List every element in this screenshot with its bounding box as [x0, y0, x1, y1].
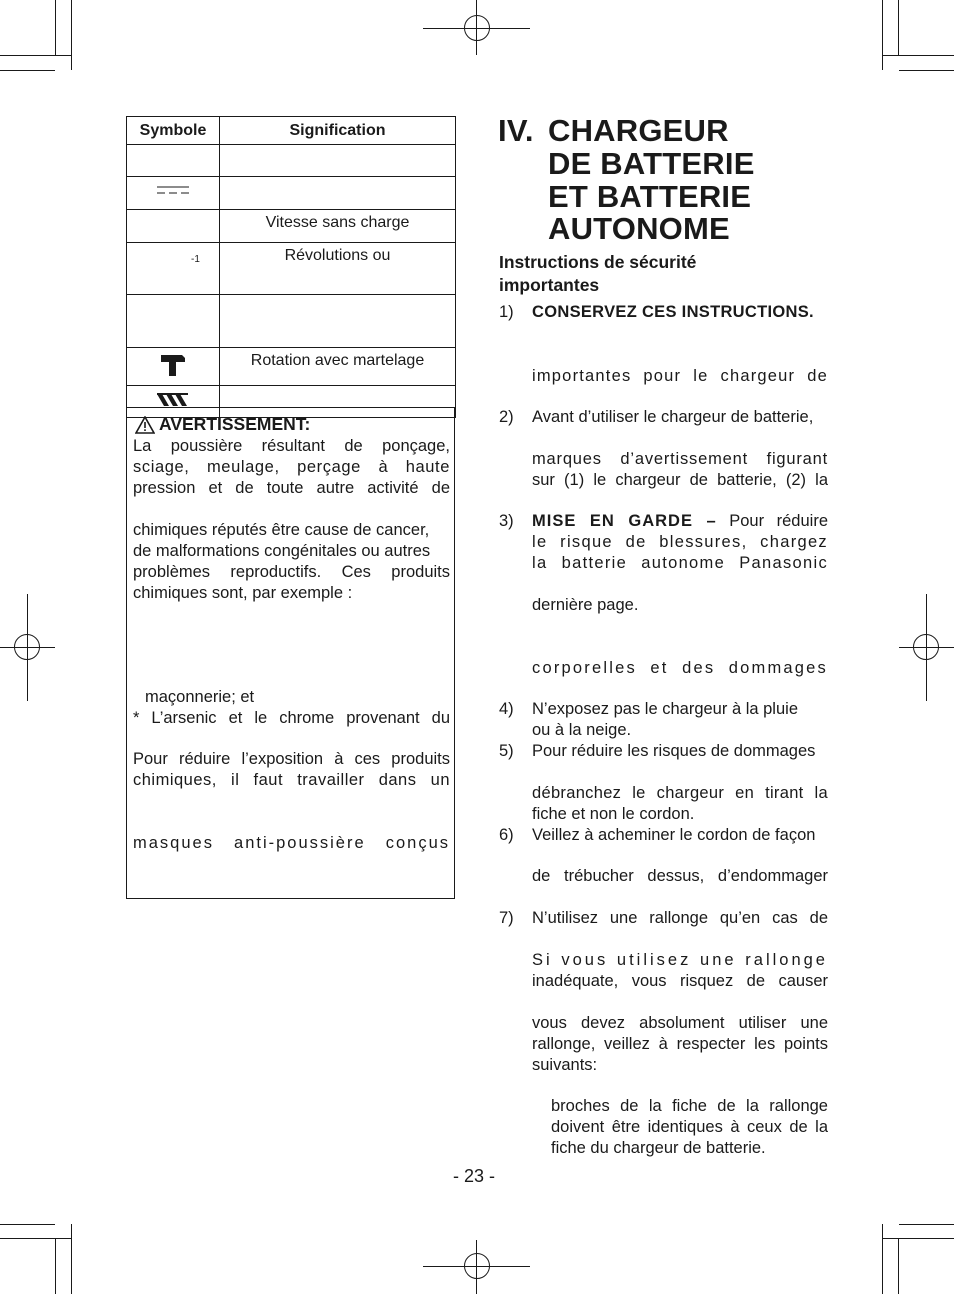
- item-number: 3): [499, 512, 514, 530]
- meaning-revolutions: Révolutions ou: [220, 243, 456, 295]
- warning-line: * L’arsenic et le chrome provenant du: [133, 709, 450, 727]
- item-line: sur (1) le chargeur de batterie, (2) la: [532, 471, 828, 489]
- table-row: [127, 243, 456, 295]
- caution-label: MISE EN GARDE –: [532, 512, 717, 530]
- warning-line: Pour réduire l’exposition à ces produits: [133, 750, 450, 768]
- dc-current-icon: [156, 185, 190, 195]
- table-row: [127, 145, 456, 177]
- warning-title: AVERTISSEMENT:: [159, 414, 311, 434]
- per-minute-superscript: -1: [191, 254, 200, 265]
- item-line: fiche du chargeur de batterie.: [551, 1139, 766, 1157]
- item-line: la batterie autonome Panasonic: [532, 554, 828, 572]
- warning-header: [135, 414, 310, 435]
- table-row: [127, 177, 456, 210]
- meaning-hammer-rotation: Rotation avec martelage: [220, 348, 456, 386]
- section-title-line: AUTONOME: [548, 211, 730, 246]
- item-line: vous devez absolument utiliser une: [532, 1014, 828, 1032]
- item-line: CONSERVEZ CES INSTRUCTIONS.: [532, 303, 814, 321]
- item-line: Veillez à acheminer le cordon de façon: [532, 826, 816, 844]
- item-line: dernière page.: [532, 596, 639, 614]
- item-line: inadéquate, vous risquez de causer: [532, 972, 828, 990]
- item-number: 4): [499, 700, 514, 718]
- item-line: le risque de blessures, chargez: [532, 533, 828, 551]
- item-number: 1): [499, 303, 514, 321]
- table-row: [127, 210, 456, 243]
- warning-box: [126, 407, 455, 899]
- table-row: [127, 295, 456, 348]
- screw-thread-icon: [157, 392, 189, 408]
- item-line: corporelles et des dommages: [532, 659, 828, 677]
- section-title-line: CHARGEUR: [548, 113, 729, 148]
- table-header-meaning: Signification: [220, 117, 456, 145]
- warning-line: maçonnerie; et: [145, 688, 255, 706]
- subheading-line: Instructions de sécurité: [499, 252, 697, 272]
- hammer-icon: [160, 353, 186, 377]
- section-title-line: ET BATTERIE: [548, 179, 752, 214]
- table-row: [127, 348, 456, 386]
- item-line: fiche et non le cordon.: [532, 805, 695, 823]
- warning-line: problèmes reproductifs. Ces produits: [133, 563, 450, 581]
- table-header-symbol: Symbole: [127, 117, 220, 145]
- item-line: marques d’avertissement figurant: [532, 450, 828, 468]
- warning-triangle-icon: [135, 416, 155, 434]
- item-line: Pour réduire les risques de dommages: [532, 742, 816, 760]
- section-number: IV.: [498, 113, 534, 148]
- item-line: importantes pour le chargeur de: [532, 367, 828, 385]
- warning-line: La poussière résultant de ponçage,: [133, 437, 450, 455]
- item-number: 5): [499, 742, 514, 760]
- meaning-no-load-speed: Vitesse sans charge: [220, 210, 456, 243]
- item-line: MISE EN GARDE – Pour réduire: [532, 512, 828, 530]
- item-line: suivants:: [532, 1056, 598, 1074]
- warning-line: de malformations congénitales ou autres: [133, 542, 431, 560]
- warning-line: masques anti-poussière conçus: [133, 834, 450, 852]
- item-number: 7): [499, 909, 514, 927]
- warning-line: sciage, meulage, perçage à haute: [133, 458, 450, 476]
- item-line: ou à la neige.: [532, 721, 632, 739]
- page-number: - 23 -: [453, 1166, 496, 1186]
- item-line: N’exposez pas le chargeur à la pluie: [532, 700, 798, 718]
- item-line: de trébucher dessus, d’endommager: [532, 867, 828, 885]
- item-line: Avant d’utiliser le chargeur de batterie,: [532, 408, 814, 426]
- subheading-line: importantes: [499, 275, 600, 295]
- warning-line: chimiques sont, par exemple :: [133, 584, 353, 602]
- item-line: doivent être identiques à ceux de la: [551, 1118, 828, 1136]
- item-line: rallonge, veillez à respecter les points: [532, 1035, 828, 1053]
- symbol-table: [126, 116, 456, 418]
- item-line: broches de la fiche de la rallonge: [551, 1097, 828, 1115]
- warning-line: chimiques réputés être cause de cancer,: [133, 521, 430, 539]
- item-number: 2): [499, 408, 514, 426]
- warning-line: chimiques, il faut travailler dans un: [133, 771, 450, 789]
- warning-line: pression et de toute autre activité de: [133, 479, 450, 497]
- item-line: débranchez le chargeur en tirant la: [532, 784, 828, 802]
- item-line: N’utilisez une rallonge qu’en cas de: [532, 909, 828, 927]
- section-title-line: DE BATTERIE: [548, 146, 755, 181]
- item-number: 6): [499, 826, 514, 844]
- item-line: Si vous utilisez une rallonge: [532, 951, 828, 969]
